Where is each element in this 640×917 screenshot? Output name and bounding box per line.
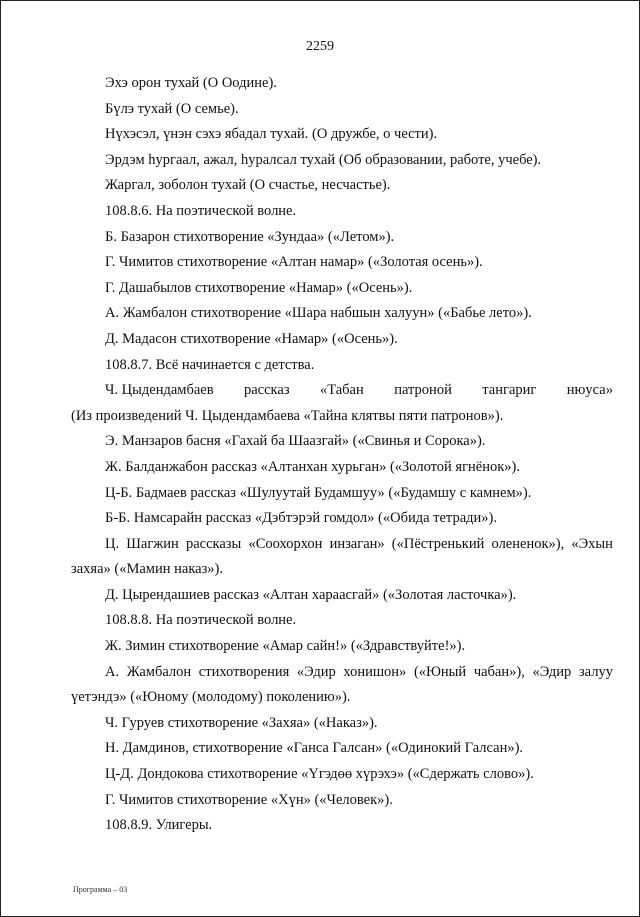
word: «Эхын [571,535,613,552]
text-line: Г. Чимитов стихотворение «Хүн» («Человек»). [105,791,393,808]
text-line: А. Жамбалон стихотворение «Шара набшын халуун» («Бабье лето»). [105,305,532,322]
word: Ч. Цыдендамбаев [105,382,214,399]
word: стихотворения [198,663,290,680]
word: хонишон» [343,663,407,680]
text-line: Бүлэ тухай (О семье). [105,100,239,117]
text-line: Эхэ орон тухай (О Оодине). [105,75,277,91]
word: рассказ [244,382,290,399]
text-line: Жаргал, зоболон тухай (О счастье, несчастье). [105,177,391,194]
section-heading: 108.8.8. На поэтической волне. [105,612,297,629]
text-line: Э. Манзаров басня «Гахай ба Шаазгай» («Свинья и Сорока»). [105,433,486,450]
text-line: Ц-Б. Бадмаев рассказ «Шулуутай Будамшуу» («Будамшу с камнем»). [105,484,532,501]
section-heading: 108.8.6. На поэтической волне. [105,202,297,219]
word: А. [105,663,120,680]
justified-line [71,378,613,404]
section-heading: 108.8.7. Всё начинается с детства. [105,356,315,373]
text-line: Ж. Балданжабон рассказ «Алтанхан хурьган» («Золотой ягнёнок»). [105,458,520,475]
text-line: Б-Б. Намсарайн рассказ «Дэбтэрэй гомдол» («Обида тетради»). [105,510,497,527]
word: нюуса» [566,382,613,399]
text-line: Б. Базарон стихотворение «Зундаа» («Летом»). [105,228,395,245]
justified-line [71,532,613,558]
text-line: Н. Дамдинов, стихотворение «Ганса Галсан» («Одинокий Галсан»). [105,740,524,757]
text-line: Ч. Гуруев стихотворение «Захяа» («Наказ»). [105,714,378,731]
text-line: Г. Чимитов стихотворение «Алтан намар» («Золотая осень»). [105,254,483,271]
word: чабан»), [473,663,525,680]
text-line: Нүхэсэл, үнэн сэхэ ябадал тухай. (О дружбе, о чести). [105,126,438,143]
word: рассказы [185,535,242,552]
word: залуу [578,663,613,680]
footer-label: Программа – 03 [73,885,128,894]
word: «Эдир [296,663,336,680]
text-line: Эрдэм һургаал, ажал, һуралсал тухай (Об образовании, работе, учебе). [105,151,542,168]
word: («Пёстренький [391,535,485,552]
word: инзаган» [329,535,385,552]
section-heading: 108.8.9. Улигеры. [105,817,213,834]
word: «Табан [320,382,364,399]
word: патроной [394,382,452,399]
text-line: Ц-Д. Дондокова стихотворение «Үгэдөө хүрэхэ» («Сдержать слово»). [105,766,534,783]
word: олененок»), [491,535,565,552]
page-content [71,71,613,839]
text-line: захяа» («Мамин наказ»). [71,561,224,578]
text-line: Д. Мадасон стихотворение «Намар» («Осень»). [105,330,398,347]
text-line: Д. Цырендашиев рассказ «Алтан хараасгай» («Золотая ласточка»). [105,586,517,603]
text-line: (Из произведений Ч. Цыдендамбаева «Тайна клятвы пяти патронов»). [71,407,504,424]
page-number: 2259 [306,39,334,54]
word: «Соохорхон [248,535,323,552]
text-line: Г. Дашабылов стихотворение «Намар» («Осень»). [105,279,413,296]
word: Шагжин [126,535,179,552]
word: «Эдир [532,663,572,680]
word: тангариг [482,382,537,399]
text-line: үетэндэ» («Юному (молодому) поколению»). [71,689,351,706]
word: Ц. [105,535,120,552]
text-line: Ж. Зимин стихотворение «Амар сайн!» («Здравствуйте!»). [105,638,466,655]
justified-line [71,660,613,686]
word: («Юный [413,663,467,680]
word: Жамбалон [126,663,192,680]
